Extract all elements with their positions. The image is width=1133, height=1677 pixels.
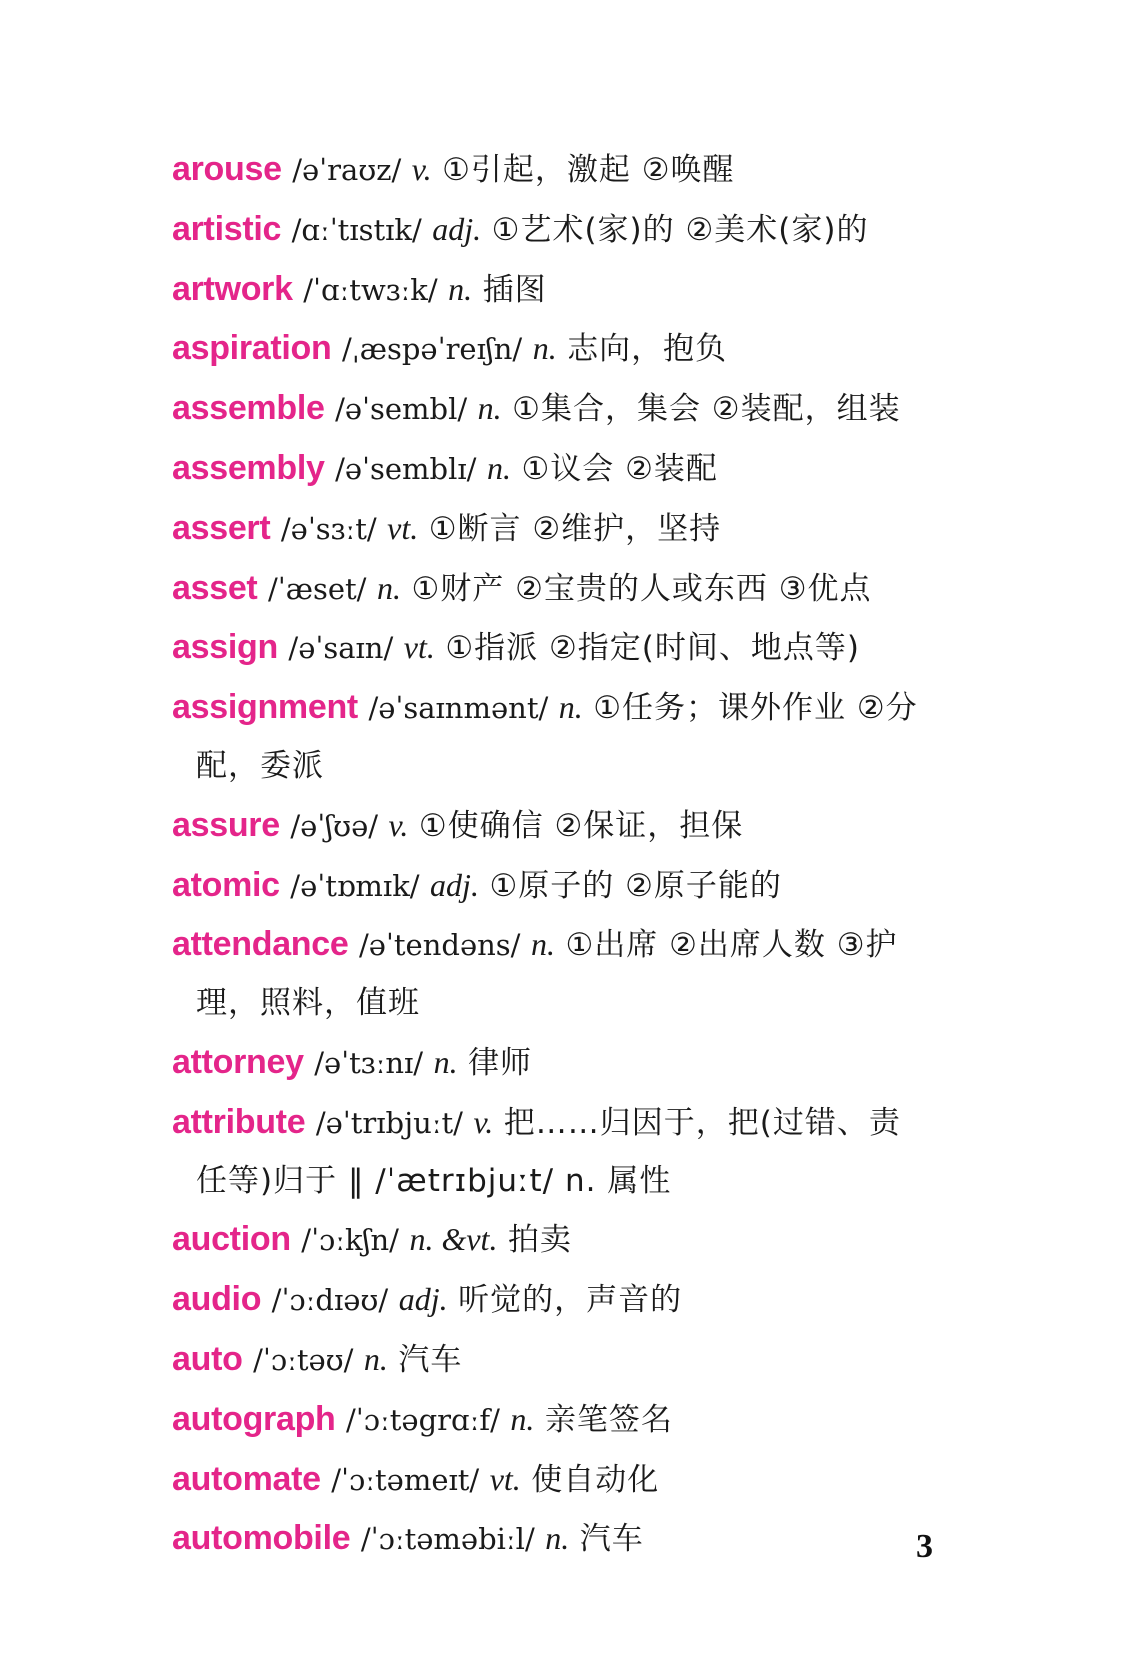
definition: 汽车 — [398, 1341, 463, 1378]
headword: arouse — [172, 150, 282, 188]
headword: aspiration — [172, 329, 332, 368]
dictionary-entry — [172, 915, 972, 1033]
headword: assembly — [172, 448, 325, 487]
headword: auction — [172, 1220, 291, 1259]
pronunciation: /ˈɔːkʃn/ — [301, 1223, 399, 1258]
headword: automate — [172, 1459, 321, 1498]
dictionary-entry — [172, 856, 972, 916]
definition: 拍卖 — [507, 1222, 572, 1259]
headword: audio — [172, 1280, 262, 1319]
definition-continuation: 任等)归于 ‖ /ˈætrɪbjuːt/ n. 属性 — [196, 1162, 672, 1199]
definition: ①引起，激起 ②唤醒 — [442, 152, 735, 188]
dictionary-entry — [172, 678, 972, 796]
part-of-speech: v. — [473, 1103, 494, 1140]
page-number: 3 — [916, 1528, 933, 1565]
part-of-speech: n. — [363, 1340, 388, 1377]
headword: autograph — [172, 1399, 336, 1438]
headword: assign — [172, 628, 278, 667]
dictionary-entry — [172, 1509, 972, 1569]
part-of-speech: adj. — [432, 210, 482, 247]
part-of-speech: v. — [411, 151, 432, 187]
part-of-speech: vt. — [489, 1460, 521, 1497]
pronunciation: /ˈæset/ — [267, 571, 367, 606]
headword: artwork — [172, 269, 293, 308]
part-of-speech: n. — [545, 1520, 570, 1557]
dictionary-entry — [172, 200, 972, 260]
dictionary-entry — [172, 1450, 972, 1510]
dictionary-entry — [172, 1390, 972, 1450]
definition: 志向，抱负 — [567, 331, 728, 368]
definition: 亲笔签名 — [544, 1401, 673, 1438]
part-of-speech: vt. — [403, 629, 435, 666]
headword: assert — [172, 508, 271, 547]
definition: ①使确信 ②保证，担保 — [418, 807, 744, 844]
dictionary-entry — [172, 499, 972, 559]
pronunciation: /ɑːˈtɪstɪk/ — [291, 212, 422, 247]
pronunciation: /ˈɑːtwɜːk/ — [303, 272, 438, 307]
headword: attendance — [172, 925, 349, 964]
dictionary-entry — [172, 439, 972, 499]
dictionary-entry — [172, 618, 972, 678]
pronunciation: /əˈtɒmɪk/ — [290, 868, 420, 903]
headword: asset — [172, 568, 258, 607]
pronunciation: /ˈɔːdɪəʊ/ — [271, 1283, 389, 1318]
dictionary-entry — [172, 796, 972, 856]
dictionary-entry — [172, 140, 972, 200]
definition: ①原子的 ②原子能的 — [489, 867, 782, 904]
headword: automobile — [172, 1519, 351, 1558]
part-of-speech: n. — [486, 449, 511, 486]
headword: assignment — [172, 688, 358, 727]
definition: ①断言 ②维护，坚持 — [428, 510, 722, 547]
pronunciation: /əˈsaɪnmənt/ — [368, 691, 549, 726]
definition: 汽车 — [579, 1521, 644, 1558]
headword: atomic — [172, 865, 280, 904]
headword: assemble — [172, 389, 325, 428]
dictionary-entry — [172, 260, 972, 320]
dictionary-entry — [172, 1210, 972, 1270]
entry-list — [172, 140, 972, 1569]
dictionary-entry — [172, 559, 972, 619]
definition: ①财产 ②宝贵的人或东西 ③优点 — [411, 570, 872, 607]
definition: ①出席 ②出席人数 ③护 — [565, 927, 898, 964]
definition: 使自动化 — [531, 1461, 660, 1498]
pronunciation: /əˈsembl/ — [335, 392, 468, 427]
part-of-speech: n. — [532, 330, 557, 367]
definition: ①指派 ②指定(时间、地点等) — [445, 630, 860, 667]
part-of-speech: n. — [558, 689, 583, 726]
definition-continuation: 配，委派 — [196, 747, 324, 784]
definition: 听觉的，声音的 — [458, 1282, 683, 1319]
pronunciation: /əˈraʊz/ — [292, 153, 402, 187]
part-of-speech: n. — [433, 1043, 458, 1080]
definition: ①艺术(家)的 ②美术(家)的 — [491, 211, 869, 248]
headword: auto — [172, 1339, 243, 1378]
part-of-speech: v. — [388, 806, 409, 843]
part-of-speech: n. &vt. — [409, 1221, 498, 1258]
pronunciation: /ˌæspəˈreɪʃn/ — [341, 332, 523, 367]
pronunciation: /əˈʃʊə/ — [290, 808, 379, 843]
dictionary-entry — [172, 1270, 972, 1330]
definition: 律师 — [468, 1044, 533, 1081]
part-of-speech: n. — [510, 1400, 535, 1437]
pronunciation: /əˈsaɪn/ — [288, 631, 394, 666]
pronunciation: /ˈɔːtəmeɪt/ — [331, 1462, 480, 1497]
pronunciation: /ˈɔːtəʊ/ — [253, 1342, 354, 1377]
headword: attribute — [172, 1102, 306, 1141]
dictionary-entry — [172, 1330, 972, 1390]
part-of-speech: n. — [376, 569, 401, 606]
part-of-speech: adj. — [398, 1281, 448, 1318]
definition: ①任务；课外作业 ②分 — [593, 690, 918, 727]
pronunciation: /əˈsɜːt/ — [280, 511, 377, 546]
part-of-speech: vt. — [387, 509, 419, 546]
pronunciation: /əˈtɜːnɪ/ — [314, 1045, 424, 1080]
dictionary-entry — [172, 1033, 972, 1093]
dictionary-entry — [172, 1093, 972, 1211]
definition: ①集合，集会 ②装配，组装 — [512, 391, 901, 428]
pronunciation: /əˈtendəns/ — [359, 928, 521, 963]
pronunciation: /ˈɔːtəgrɑːf/ — [346, 1402, 500, 1437]
dictionary-entry — [172, 379, 972, 439]
part-of-speech: adj. — [430, 866, 479, 903]
pronunciation: /ˈɔːtəməbiːl/ — [360, 1522, 535, 1557]
dictionary-entry — [172, 319, 972, 379]
headword: assure — [172, 805, 280, 844]
definition: 插图 — [482, 271, 547, 308]
definition: ①议会 ②装配 — [521, 450, 718, 487]
part-of-speech: n. — [530, 926, 555, 963]
headword: attorney — [172, 1042, 304, 1081]
definition-continuation: 理，照料，值班 — [196, 985, 420, 1022]
pronunciation: /əˈtrɪbjuːt/ — [315, 1105, 463, 1140]
headword: artistic — [172, 209, 282, 248]
pronunciation: /əˈsemblɪ/ — [335, 451, 477, 486]
definition: 把……归因于，把(过错、责 — [503, 1104, 901, 1141]
part-of-speech: n. — [477, 390, 502, 427]
part-of-speech: n. — [448, 270, 473, 307]
